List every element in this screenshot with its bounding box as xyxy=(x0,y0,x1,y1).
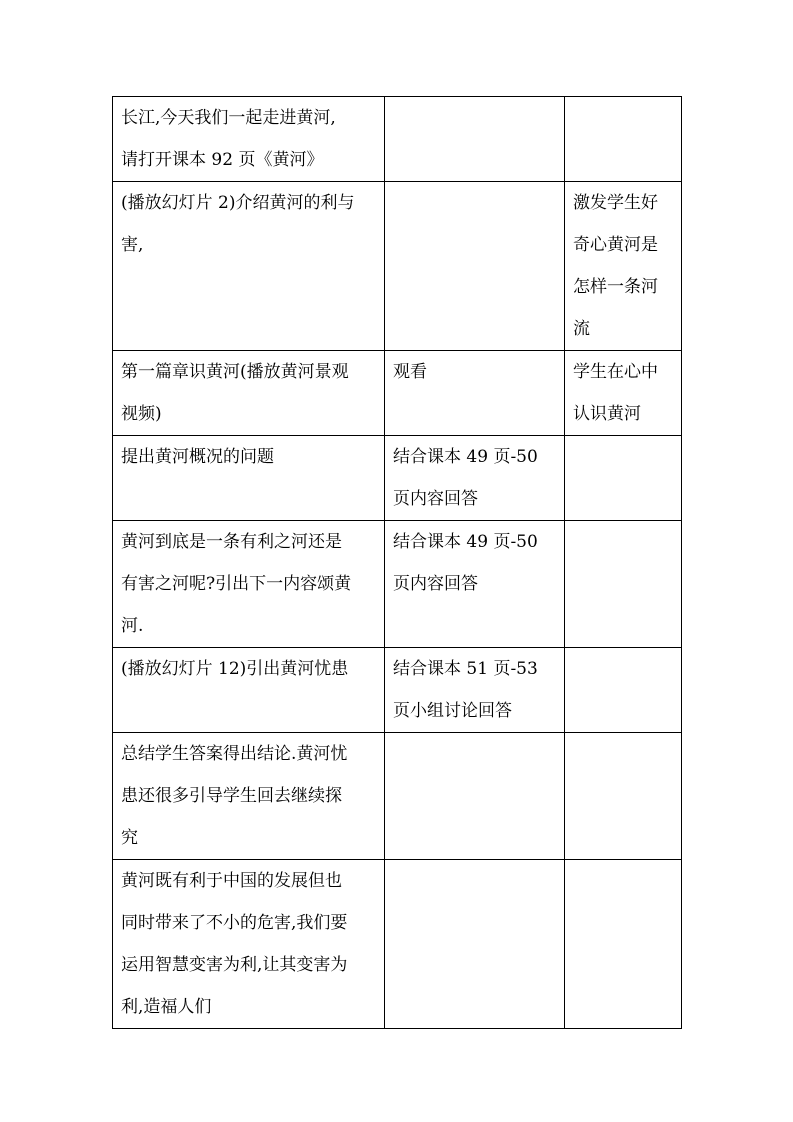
cell-text-line: 页内容回答 xyxy=(393,574,478,594)
student-activity-cell xyxy=(385,351,565,436)
teacher-activity-cell xyxy=(113,182,385,351)
table-row xyxy=(113,521,682,648)
student-activity-cell xyxy=(385,521,565,648)
table-row xyxy=(113,860,682,1029)
cell-text-line: 奇心黄河是 xyxy=(573,235,658,255)
design-intent-cell xyxy=(565,436,682,521)
table-row xyxy=(113,648,682,733)
lesson-plan-body xyxy=(113,97,682,1029)
cell-text-line: 流 xyxy=(573,319,590,339)
cell-text-line: 结合课本 49 页-50 xyxy=(393,447,538,467)
cell-text-line: 激发学生好 xyxy=(573,193,658,213)
student-activity-cell xyxy=(385,436,565,521)
student-activity-cell xyxy=(385,648,565,733)
cell-text-line: 运用智慧变害为利,让其变害为 xyxy=(121,955,348,975)
cell-text-line: 同时带来了不小的危害,我们要 xyxy=(121,913,348,933)
cell-text-line: 究 xyxy=(121,828,138,848)
table-row xyxy=(113,351,682,436)
cell-text-line: 结合课本 51 页-53 xyxy=(393,659,538,679)
cell-text-line: 学生在心中 xyxy=(573,362,658,382)
cell-text-line: 观看 xyxy=(393,362,427,382)
design-intent-cell xyxy=(565,97,682,182)
teacher-activity-cell xyxy=(113,860,385,1029)
cell-text-line: 黄河到底是一条有利之河还是 xyxy=(121,532,342,552)
cell-text-line: 有害之河呢?引出下一内容颂黄 xyxy=(121,574,352,594)
teacher-activity-cell xyxy=(113,521,385,648)
lesson-plan-table xyxy=(112,96,682,1029)
student-activity-cell xyxy=(385,97,565,182)
design-intent-cell xyxy=(565,521,682,648)
cell-text-line: 怎样一条河 xyxy=(573,277,658,297)
cell-text-line: 页小组讨论回答 xyxy=(393,701,512,721)
design-intent-cell xyxy=(565,648,682,733)
cell-text-line: 黄河既有利于中国的发展但也 xyxy=(121,871,342,891)
cell-text-line: 第一篇章识黄河(播放黄河景观 xyxy=(121,362,349,382)
cell-text-line: 视频) xyxy=(121,404,162,424)
cell-text-line: (播放幻灯片 12)引出黄河忧患 xyxy=(121,659,349,679)
table-row xyxy=(113,182,682,351)
teacher-activity-cell xyxy=(113,97,385,182)
teacher-activity-cell xyxy=(113,436,385,521)
design-intent-cell xyxy=(565,733,682,860)
cell-text-line: 害, xyxy=(121,235,144,255)
cell-text-line: 认识黄河 xyxy=(573,404,641,424)
cell-text-line: 结合课本 49 页-50 xyxy=(393,532,538,552)
cell-text-line: 提出黄河概况的问题 xyxy=(121,447,274,467)
student-activity-cell xyxy=(385,182,565,351)
cell-text-line: 患还很多引导学生回去继续探 xyxy=(121,786,342,806)
student-activity-cell xyxy=(385,733,565,860)
design-intent-cell xyxy=(565,351,682,436)
cell-text-line: 请打开课本 92 页《黄河》 xyxy=(121,150,324,170)
table-row xyxy=(113,97,682,182)
teacher-activity-cell xyxy=(113,733,385,860)
table-row xyxy=(113,733,682,860)
design-intent-cell xyxy=(565,860,682,1029)
table-row xyxy=(113,436,682,521)
cell-text-line: 页内容回答 xyxy=(393,489,478,509)
teacher-activity-cell xyxy=(113,351,385,436)
design-intent-cell xyxy=(565,182,682,351)
cell-text-line: 利,造福人们 xyxy=(121,997,212,1017)
cell-text-line: 河. xyxy=(121,616,144,636)
cell-text-line: 长江,今天我们一起走进黄河, xyxy=(121,108,336,128)
cell-text-line: (播放幻灯片 2)介绍黄河的利与 xyxy=(121,193,355,213)
cell-text-line: 总结学生答案得出结论.黄河忧 xyxy=(121,744,348,764)
student-activity-cell xyxy=(385,860,565,1029)
teacher-activity-cell xyxy=(113,648,385,733)
